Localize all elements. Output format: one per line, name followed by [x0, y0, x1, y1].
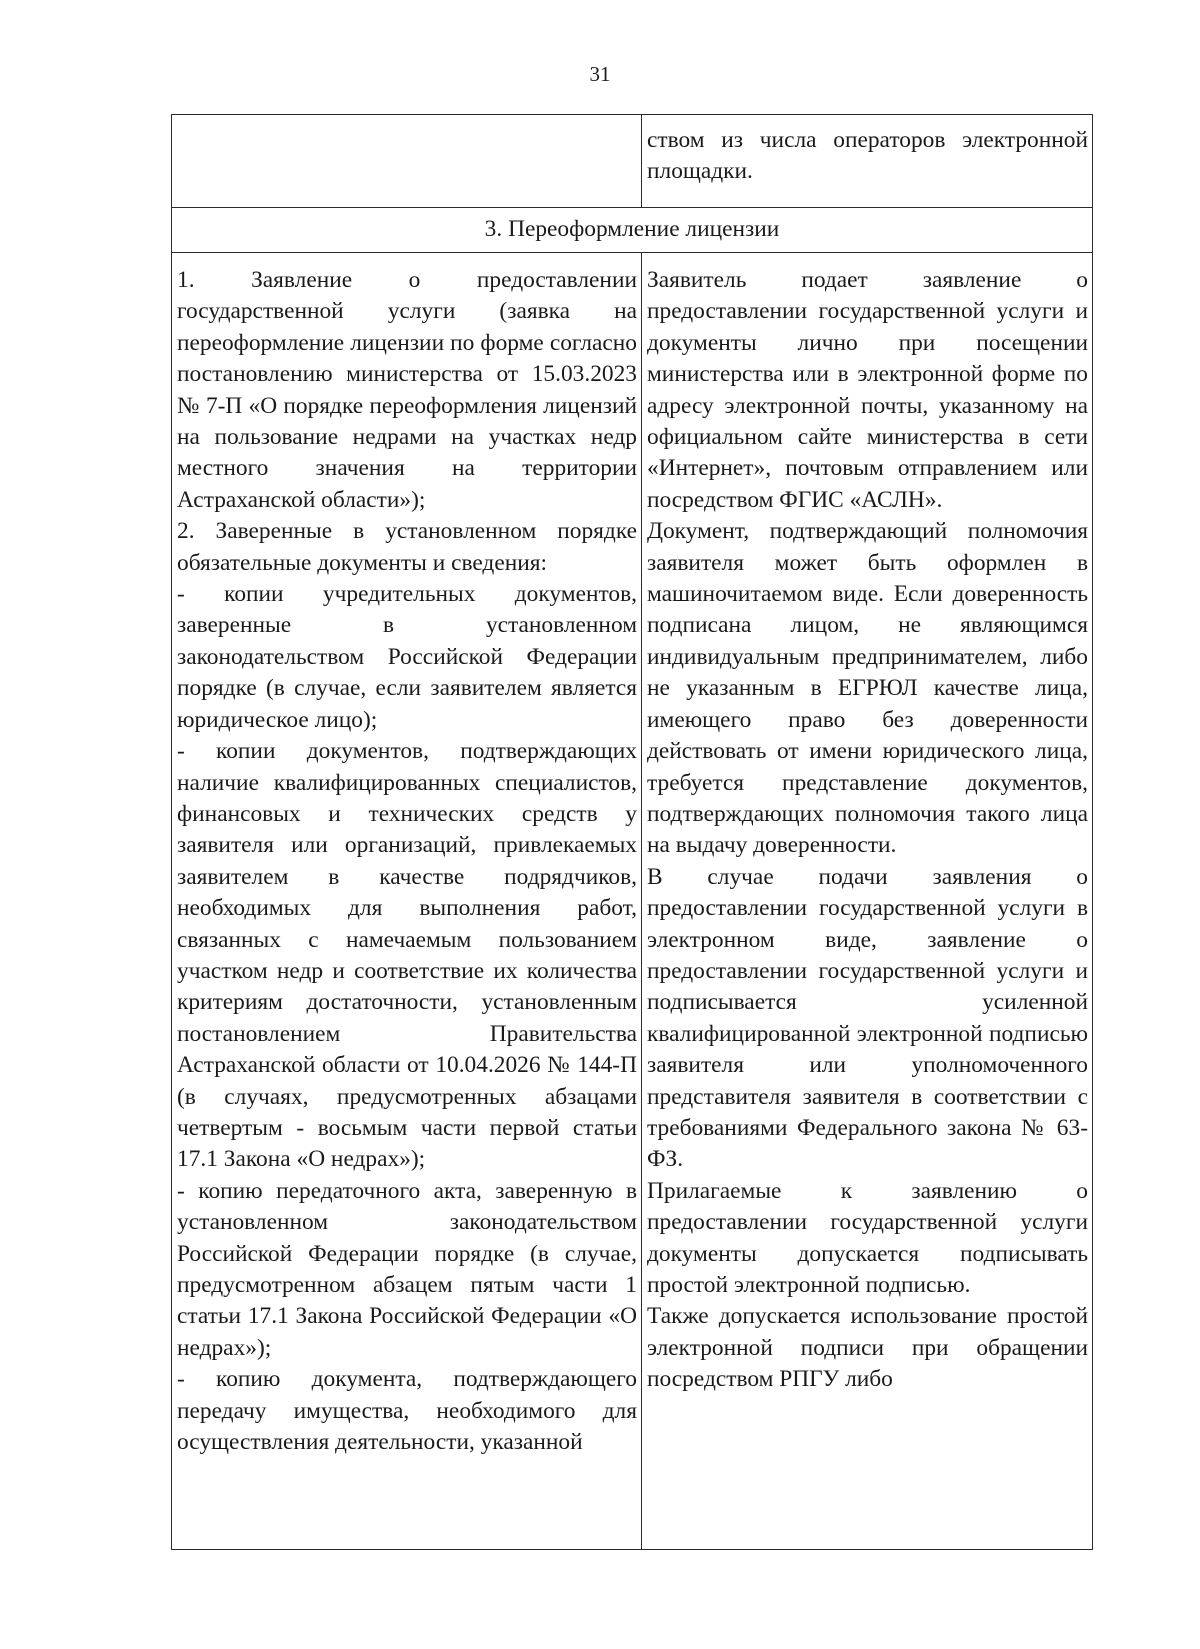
top-right-cell: ством из числа операторов электронной площадки.	[642, 115, 1093, 208]
document-table	[171, 114, 1093, 1550]
left-paragraph-3: - копии учредительных документов, заверенные в установленном законодательством Российской Федерации порядке (в случае, если заявителем является юридическое лицо);	[177, 581, 637, 733]
section-title: 3. Переоформление лицензии	[172, 208, 1093, 253]
left-column-cell	[172, 253, 642, 1550]
table-row-continuation	[172, 115, 1093, 208]
right-paragraph-5: Также допускается использование простой электронной подписи при обращении посредством РПГУ либо	[647, 1303, 1088, 1393]
top-left-cell	[172, 115, 642, 208]
right-paragraph-2: Документ, подтверждающий полномочия заявителя может быть оформлен в машиночитаемом виде. Если доверенность подписана лицом, не являющимся индивидуальным предпринимателем, либо не указанным в ЕГРЮЛ качестве лица, имеющего право без доверенности действовать от имени юридического лица, требуется представление документов, подтверждающих полномочия такого лица на выдачу доверенности.	[647, 518, 1088, 859]
left-paragraph-5: - копию передаточного акта, заверенную в установленном законодательством Российской Федерации порядке (в случае, предусмотренном абзацем пятым части 1 статьи 17.1 Закона Российской Федерации «О недрах»);	[177, 1177, 637, 1361]
left-paragraph-1: 1. Заявление о предоставлении государственной услуги (заявка на переоформление лицензии по форме согласно постановлению министерства от 15.03.2023 № 7-П «О порядке переоформления лицензий на пользование недрами на участках недр местного значения на территории Астраханской области»);	[177, 267, 637, 513]
right-column-cell	[642, 253, 1093, 1550]
right-paragraph-1: Заявитель подает заявление о предоставлении государственной услуги и документы лично при посещении министерства или в электронной форме по адресу электронной почты, указанному на официальном сайте министерства в сети «Интернет», почтовым отправлением или посредством ФГИС «АСЛН».	[647, 267, 1088, 513]
page-number: 31	[589, 62, 611, 86]
right-paragraph-4: Прилагаемые к заявлению о предоставлении государственной услуги документы допускается подписывать простой электронной подписью.	[647, 1177, 1088, 1298]
left-paragraph-2: 2. Заверенные в установленном порядке обязательные документы и сведения:	[177, 518, 637, 576]
table-row-main	[172, 253, 1093, 1550]
left-paragraph-6: - копию документа, подтверждающего передачу имущества, необходимого для осуществления деятельности, указанной	[177, 1366, 637, 1456]
left-paragraph-4: - копии документов, подтверждающих наличие квалифицированных специалистов, финансовых и технических средств у заявителя или организаций, привлекаемых заявителем в качестве подрядчиков, необходимых для выполнения работ, связанных с намечаемым пользованием участком недр и соответствие их количества критериям достаточности, установленным постановлением Правительства Астраханской области от 10.04.2026 № 144-П (в случаях, предусмотренных абзацами четвертым - восьмым части первой статьи 17.1 Закона «О недрах»);	[177, 738, 637, 1173]
table-row-section	[172, 208, 1093, 253]
right-paragraph-3: В случае подачи заявления о предоставлении государственной услуги в электронном виде, заявление о предоставлении государственной услуги и подписывается усиленной квалифицированной электронной подписью заявителя или уполномоченного представителя заявителя в соответствии с требованиями Федерального закона № 63-ФЗ.	[647, 863, 1088, 1173]
